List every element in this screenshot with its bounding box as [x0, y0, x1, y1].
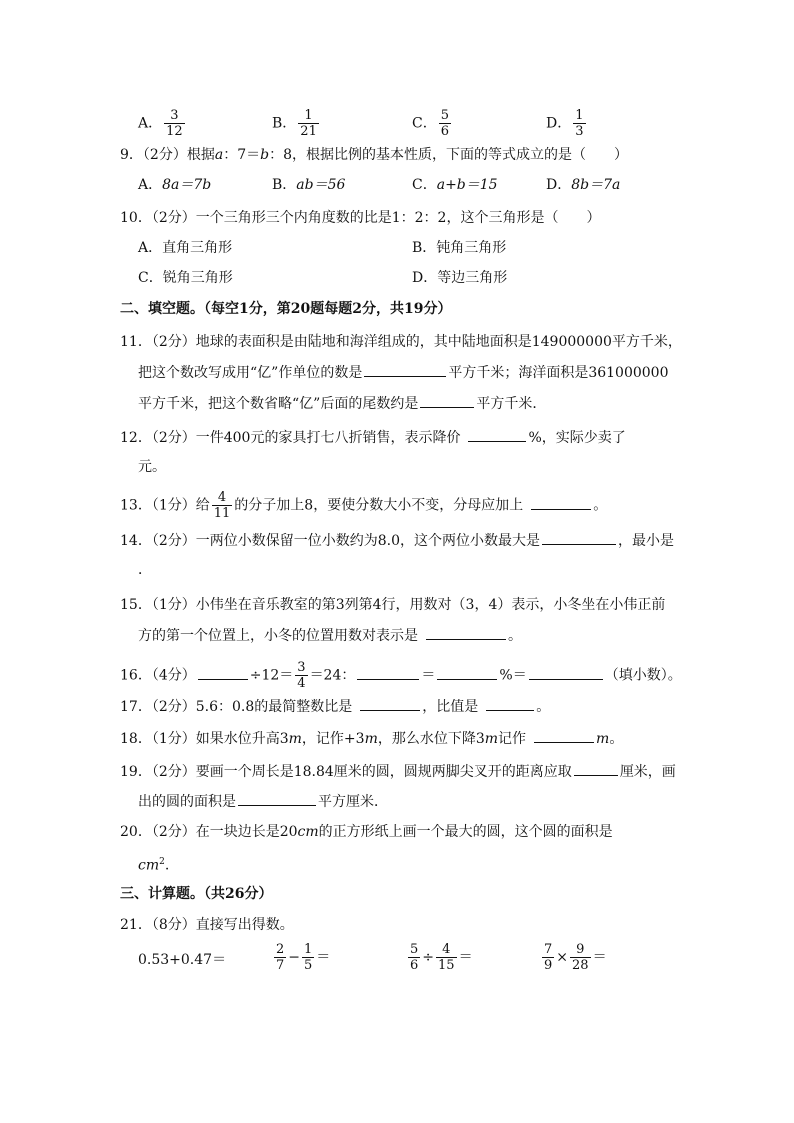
variable: a	[214, 147, 224, 163]
section-3-heading: 三、计算题。（共26分）	[120, 886, 273, 902]
text: 方的第一个位置上，小冬的位置用数对表示是	[138, 628, 418, 644]
question-11-line-1: 11．（2分）地球的表面积是由陆地和海洋组成的，其中陆地面积是149000000平方千米，	[120, 334, 682, 350]
option-text: 8a＝7b	[162, 177, 212, 193]
unit: m	[288, 731, 302, 747]
question-18	[120, 728, 623, 749]
q10-option-b: B．钝角三角形	[412, 240, 507, 256]
fraction	[212, 490, 233, 521]
text: 。	[593, 497, 608, 514]
denominator: 3	[575, 124, 584, 139]
option-label: B．	[272, 177, 297, 193]
q10-option-a: A．直角三角形	[138, 240, 233, 256]
option-label: A．	[138, 115, 163, 132]
text: 平方千米；海洋面积是361000000	[448, 365, 669, 381]
question-9-stem	[120, 145, 628, 165]
text: 厘米，画	[619, 764, 676, 780]
text: 根据	[186, 147, 215, 163]
text: 。	[508, 628, 522, 644]
question-number: 9．	[120, 147, 143, 163]
fraction	[302, 942, 314, 973]
unit: cm	[297, 824, 319, 840]
text: %＝	[499, 667, 527, 684]
calc-expression-2	[272, 942, 330, 973]
q9-option-a	[138, 175, 211, 195]
q10-option-d: D．等边三角形	[412, 270, 508, 286]
fraction	[164, 108, 185, 139]
question-20-line-1	[120, 822, 613, 842]
answer-blank[interactable]	[364, 362, 446, 377]
answer-blank[interactable]	[468, 427, 526, 442]
option-label: D．	[546, 115, 572, 132]
q8-option-a	[138, 108, 187, 139]
denominator: 7	[276, 958, 285, 973]
numerator: 1	[575, 108, 584, 123]
answer-blank[interactable]	[531, 495, 591, 510]
question-19-line-1	[120, 761, 676, 782]
option-label: C．	[412, 177, 437, 193]
calc-expression-1: 0.53+0.47＝	[138, 952, 227, 968]
text: 18．（1分）如果水位升高3	[120, 731, 289, 747]
variable: b	[260, 147, 270, 163]
text: 。	[536, 699, 551, 715]
numerator: 3	[297, 660, 306, 675]
question-17	[120, 696, 550, 717]
text: 20．（2分）在一块边长是20	[120, 824, 298, 840]
numerator: 7	[544, 942, 553, 957]
fraction	[542, 942, 554, 973]
denominator: 28	[572, 958, 589, 973]
section-2-heading: 二、填空题。（每空1分，第20题每题2分，共19分）	[120, 301, 452, 317]
text: ，比值是	[422, 699, 479, 715]
equals: ＝	[458, 949, 473, 966]
fraction	[573, 108, 585, 139]
text: 17．（2分）5.6：0.8的最简整数比是	[120, 699, 353, 715]
question-20-line-2	[138, 852, 169, 876]
numerator: 4	[442, 942, 451, 957]
question-12-line-2: 元。	[138, 459, 166, 475]
denominator: 4	[297, 676, 306, 691]
question-21-stem: 21．（8分）直接写出得数。	[120, 917, 294, 933]
fraction	[436, 942, 457, 973]
question-11-line-3	[138, 393, 546, 414]
numerator: 5	[410, 942, 419, 957]
fraction	[274, 942, 286, 973]
question-12-line-1	[120, 427, 626, 448]
calc-expression-4	[540, 942, 607, 973]
question-19-line-2	[138, 791, 388, 812]
q9-option-c	[412, 175, 498, 195]
text: ，记作+3	[301, 731, 365, 747]
denominator: 12	[166, 124, 183, 139]
text: 13．（1分）给	[120, 497, 210, 514]
q10-option-c: C．锐角三角形	[138, 270, 233, 286]
question-14-line-1	[120, 530, 674, 551]
option-text: ab＝56	[296, 177, 346, 193]
denominator: 6	[440, 124, 449, 139]
option-label: A．	[138, 177, 163, 193]
answer-blank[interactable]	[238, 791, 316, 806]
option-label: D．	[546, 177, 572, 193]
question-14-line-2: ．	[138, 562, 152, 578]
answer-blank[interactable]	[437, 665, 497, 680]
option-label: B．	[272, 115, 297, 132]
question-10-stem: 10．（2分）一个三角形三个内角度数的比是1：2：2，这个三角形是（ ）	[120, 210, 601, 226]
question-score: （2分）	[142, 147, 187, 163]
text: 16．（4分）	[120, 667, 196, 684]
text: 平方千米．	[476, 396, 547, 412]
text: 19．（2分）要画一个周长是18.84厘米的圆，圆规两脚尖叉开的距离应取	[120, 764, 572, 780]
numerator: 4	[217, 490, 227, 505]
fraction	[298, 108, 319, 139]
q9-option-b	[272, 175, 345, 195]
numerator: 9	[576, 942, 585, 957]
text: ：7＝	[223, 147, 261, 163]
answer-blank[interactable]	[534, 728, 594, 743]
text: 记作	[498, 731, 527, 747]
answer-blank[interactable]	[426, 625, 506, 640]
fraction	[295, 660, 307, 691]
equals: ＝	[316, 949, 331, 966]
unit: m	[596, 731, 610, 747]
answer-blank[interactable]	[486, 696, 534, 711]
question-13	[120, 490, 607, 521]
question-16	[120, 660, 682, 691]
q8-option-d	[546, 108, 588, 139]
operator: ÷	[422, 949, 435, 966]
q8-option-b	[272, 108, 321, 139]
answer-blank[interactable]	[357, 665, 419, 680]
text: 12．（2分）一件400元的家具打七八折销售，表示降价	[120, 430, 461, 446]
option-text: a+b＝15	[436, 177, 498, 193]
q9-option-d	[546, 175, 620, 195]
unit: m	[484, 731, 499, 747]
text: 把这个数改写成用“亿”作单位的数是	[138, 365, 363, 381]
denominator: 15	[438, 958, 455, 973]
text: 14．（2分）一两位小数保留一位小数约为8.0，这个两位小数最大是	[120, 533, 540, 549]
question-11-line-2	[138, 362, 669, 383]
answer-blank[interactable]	[542, 530, 616, 545]
fraction	[570, 942, 591, 973]
q8-option-c	[412, 108, 453, 139]
numerator: 1	[304, 942, 313, 957]
text: ＝24：	[309, 667, 356, 684]
text: ：8，根据比例的基本性质，下面的等式成立的是（ ）	[269, 147, 628, 163]
text: 平方厘米．	[318, 794, 388, 810]
unit: cm	[138, 857, 160, 874]
answer-blank[interactable]	[198, 665, 248, 680]
text: ÷12＝	[249, 667, 294, 684]
option-text: 8b＝7a	[571, 177, 621, 193]
text: ，那么水位下降3	[377, 731, 485, 747]
numerator: 2	[276, 942, 285, 957]
numerator: 1	[304, 108, 313, 123]
text: 平方千米，把这个数省略“亿”后面的尾数约是	[138, 396, 419, 412]
operator: −	[288, 949, 301, 966]
text: 的分子加上8，要使分数大小不变，分母应加上	[234, 497, 524, 514]
fraction	[408, 942, 420, 973]
calc-expression-3	[406, 942, 473, 973]
text: 的正方形纸上画一个最大的圆，这个圆的面积是	[318, 824, 613, 840]
text: （填小数）。	[604, 667, 682, 684]
operator: ×	[556, 949, 569, 966]
superscript: 2	[159, 857, 165, 867]
equals: ＝	[592, 949, 607, 966]
answer-blank[interactable]	[420, 393, 474, 408]
denominator: 6	[410, 958, 419, 973]
option-label: C．	[412, 115, 437, 132]
answer-blank[interactable]	[574, 761, 618, 776]
numerator: 5	[440, 108, 449, 123]
text: 。	[609, 731, 624, 747]
text: ＝	[421, 667, 436, 684]
numerator: 3	[170, 108, 179, 123]
answer-blank[interactable]	[360, 696, 420, 711]
text: 出的圆的面积是	[138, 794, 236, 810]
fraction	[439, 108, 451, 139]
denominator: 11	[213, 506, 231, 521]
denominator: 21	[300, 124, 317, 139]
text: %，实际少卖了	[528, 430, 626, 446]
text: .	[164, 857, 170, 874]
question-15-line-2	[138, 625, 522, 646]
question-15-line-1: 15．（1分）小伟坐在音乐教室的第3列第4行，用数对（3，4）表示，小冬坐在小伟正前	[120, 597, 666, 613]
denominator: 5	[304, 958, 313, 973]
text: ，最小是	[618, 533, 674, 549]
denominator: 9	[544, 958, 553, 973]
unit: m	[364, 731, 378, 747]
answer-blank[interactable]	[529, 665, 603, 680]
